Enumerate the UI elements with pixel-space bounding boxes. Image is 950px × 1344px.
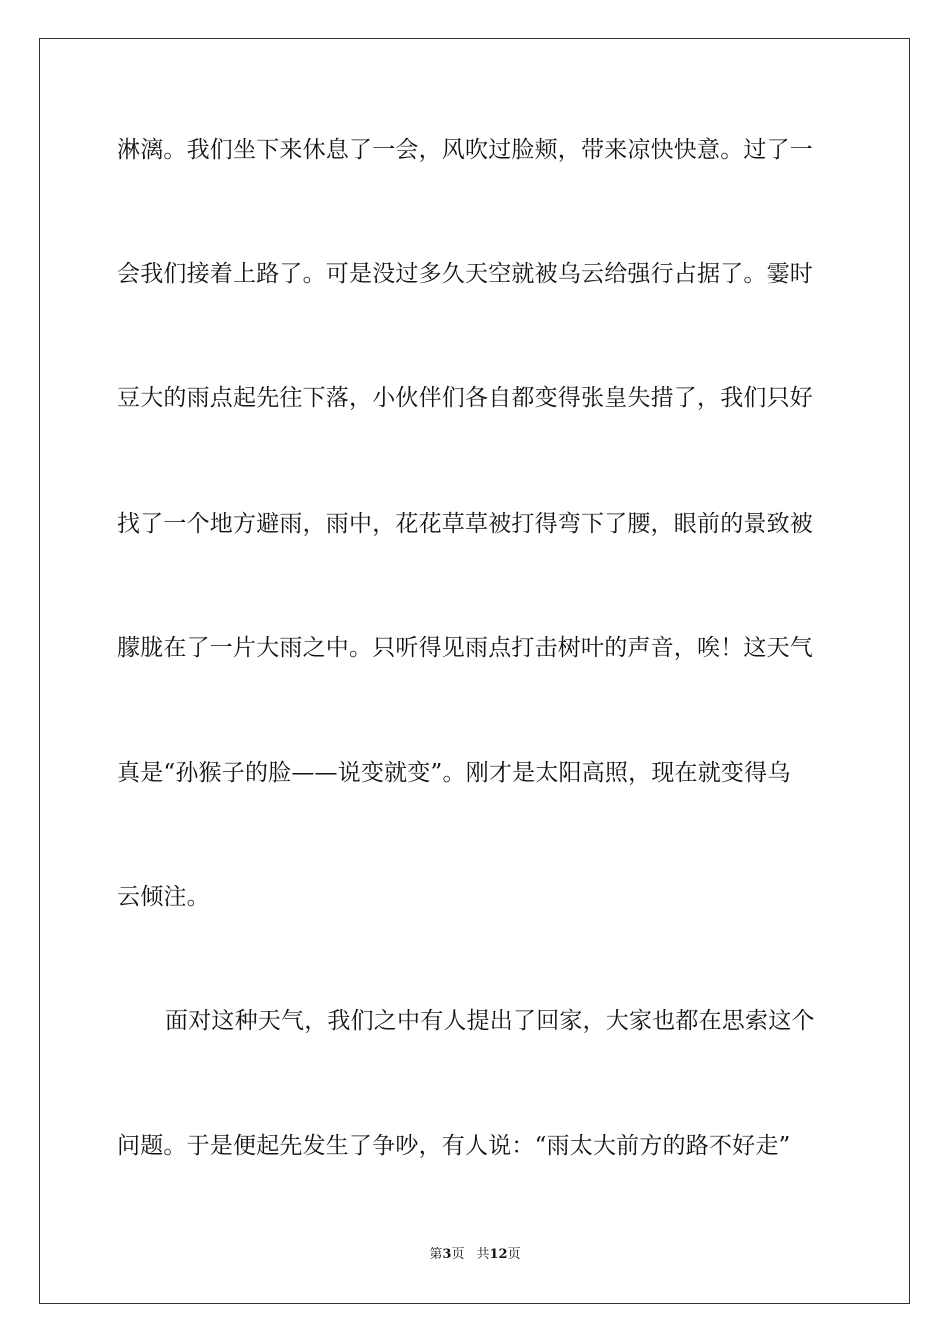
body-line-6: 真是“孙猴子的脸——说变就变”。刚才是太阳高照，现在就变得乌 [117, 760, 791, 786]
footer-total-suffix: 页 [507, 1247, 521, 1262]
footer-page-prefix: 第 [429, 1247, 443, 1262]
body-line-7: 云倾注。 [117, 884, 210, 910]
footer-current-page: 3 [442, 1247, 452, 1262]
footer-total-pages: 12 [489, 1247, 508, 1262]
body-line-5: 朦胧在了一片大雨之中。只听得见雨点打击树叶的声音，唉！这天气 [117, 635, 813, 661]
footer-page-suffix: 页 [451, 1247, 465, 1262]
page-number-footer [0, 1246, 950, 1264]
body-line-8: 面对这种天气，我们之中有人提出了回家，大家也都在思索这个 [165, 1008, 815, 1034]
body-line-2: 会我们接着上路了。可是没过多久天空就被乌云给强行占据了。霎时 [117, 261, 813, 287]
body-line-4: 找了一个地方避雨，雨中，花花草草被打得弯下了腰，眼前的景致被 [117, 511, 813, 537]
body-line-1: 淋漓。我们坐下来休息了一会，风吹过脸颊，带来凉快快意。过了一 [117, 137, 813, 163]
page-border [39, 38, 910, 1304]
footer-total-prefix: 共 [476, 1247, 490, 1262]
body-line-3: 豆大的雨点起先往下落，小伙伴们各自都变得张皇失措了，我们只好 [117, 385, 813, 411]
body-line-9: 问题。于是便起先发生了争吵，有人说：“雨太大前方的路不好走” [117, 1133, 791, 1159]
